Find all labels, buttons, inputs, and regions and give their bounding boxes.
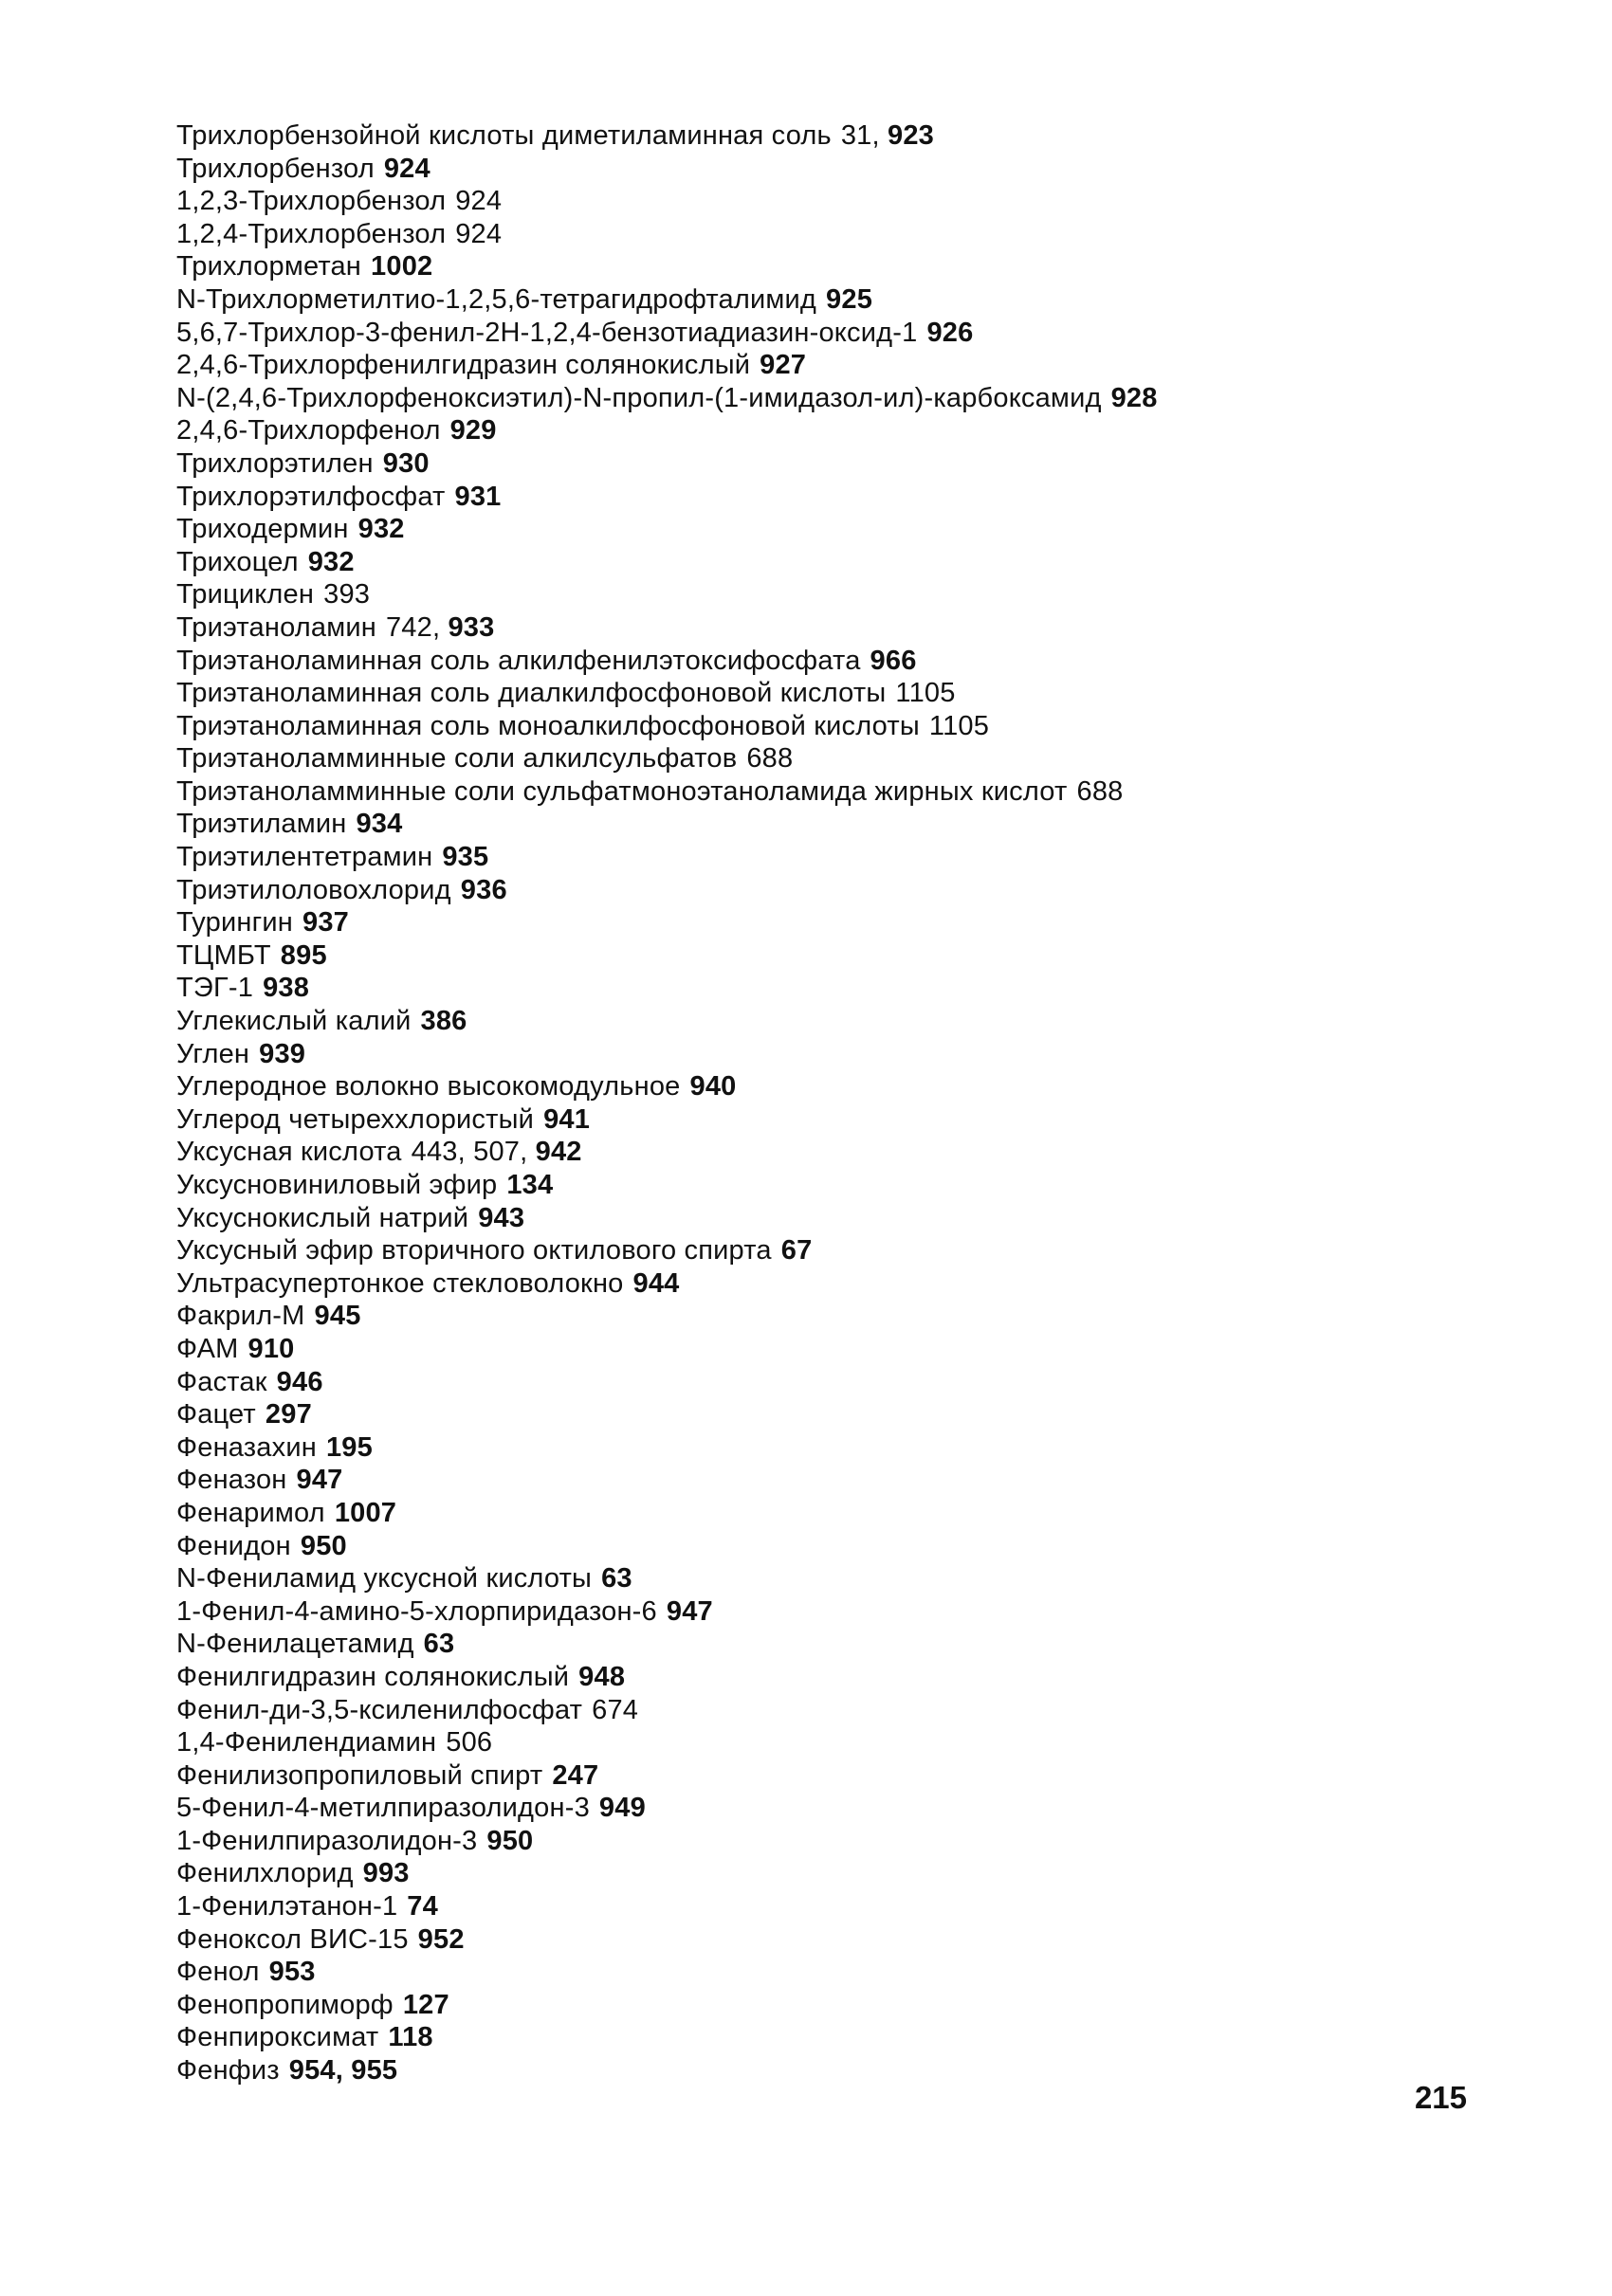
index-entry	[176, 972, 1409, 1005]
page-ref-primary: 924	[383, 153, 430, 184]
page-ref-primary: 941	[543, 1103, 591, 1135]
entry-page-refs	[418, 1924, 465, 1955]
index-entry	[176, 218, 1409, 251]
index-entry	[176, 1300, 1409, 1333]
page-ref-primary: 936	[460, 874, 507, 905]
index-entry	[176, 382, 1409, 415]
entry-page-refs	[781, 1235, 813, 1266]
index-entry	[176, 1661, 1409, 1694]
page-ref-primary: 1002	[371, 251, 433, 282]
entry-page-refs	[302, 907, 349, 938]
entry-term: ТЦМБТ	[176, 939, 271, 971]
entry-term: Триэтаноламинная соль диалкилфосфоновой кислоты	[176, 678, 887, 709]
entry-page-refs	[929, 711, 989, 741]
entry-page-refs	[289, 2055, 398, 2086]
index-entry	[176, 1267, 1409, 1301]
page-ref-primary: 925	[826, 283, 873, 315]
entry-page-refs	[1076, 776, 1123, 807]
index-entry	[176, 1628, 1409, 1661]
page-ref-primary: 933	[448, 611, 495, 643]
index-entry	[176, 1956, 1409, 1989]
entry-term: Феназон	[176, 1465, 287, 1496]
index-entry	[176, 546, 1409, 579]
page-ref-primary: 946	[276, 1366, 323, 1397]
entry-term: Фенил-ди-3,5-ксиленилфосфат	[176, 1694, 583, 1725]
page-ref-primary: 950	[300, 1530, 347, 1561]
entry-term: Трихлорбензойной кислоты диметиламинная соль	[176, 120, 832, 151]
page-ref-primary: 932	[357, 514, 405, 545]
entry-term: Фенидон	[176, 1530, 291, 1561]
index-entry	[176, 185, 1409, 218]
page-ref-primary: 930	[382, 447, 430, 479]
entry-term: N-(2,4,6-Трихлорфеноксиэтил)-N-пропил-(1-имидазол-ил)-карбоксамид	[176, 382, 1102, 413]
entry-term: N-Фенилацетамид	[176, 1629, 414, 1660]
entry-term: Фенилгидразин солянокислый	[176, 1661, 570, 1692]
page-ref-primary: 928	[1110, 382, 1158, 413]
index-entry	[176, 578, 1409, 611]
page-ref-primary: 926	[926, 317, 974, 348]
page-ref: 31,	[840, 120, 888, 151]
entry-term: Триэтаноламинная соль моноалкилфосфоновой кислоты	[176, 710, 920, 741]
entry-page-refs	[578, 1662, 625, 1692]
page-ref-primary: 944	[632, 1267, 680, 1299]
page-ref-primary: 895	[280, 939, 327, 971]
entry-term: 1,4-Фенилендиамин	[176, 1727, 437, 1758]
entry-term: Фацет	[176, 1399, 256, 1430]
entry-term: Фенопропиморф	[176, 1989, 394, 2020]
entry-page-refs	[552, 1760, 598, 1791]
entry-page-refs	[424, 1629, 455, 1659]
entry-term: Фенфиз	[176, 2055, 280, 2086]
entry-term: ТЭГ-1	[176, 973, 254, 1004]
index-entry	[176, 677, 1409, 710]
index-entry	[176, 119, 1409, 153]
entry-term: Трихлорэтилфосфат	[176, 481, 446, 512]
page-ref-primary: 952	[417, 1923, 465, 1955]
entry-term: 2,4,6-Трихлорфенилгидразин солянокислый	[176, 350, 751, 381]
index-entry	[176, 1234, 1409, 1267]
entry-page-refs	[455, 186, 502, 216]
entry-page-refs	[356, 809, 402, 839]
index-entry	[176, 1530, 1409, 1563]
index-entry	[176, 1825, 1409, 1858]
entry-page-refs	[412, 1137, 582, 1167]
page-ref-primary: 942	[535, 1137, 582, 1168]
index-entry	[176, 1759, 1409, 1793]
entry-page-refs	[259, 1039, 305, 1069]
page-ref: 393	[323, 579, 371, 610]
entry-page-refs	[455, 482, 502, 512]
entry-page-refs	[297, 1465, 343, 1495]
page-ref-primary: 949	[598, 1793, 646, 1824]
page-ref-primary: 947	[296, 1465, 343, 1496]
index-entry	[176, 2054, 1409, 2087]
index-entry	[176, 481, 1409, 514]
entry-term: 1,2,3-Трихлорбензол	[176, 186, 447, 217]
entry-page-refs	[633, 1268, 680, 1299]
page-ref-primary: 947	[666, 1595, 713, 1627]
index-entry	[176, 874, 1409, 907]
entry-term: ФАМ	[176, 1333, 239, 1364]
entry-page-refs	[266, 1399, 312, 1430]
entry-page-refs	[486, 1826, 533, 1856]
index-entry	[176, 1333, 1409, 1366]
index-entry	[176, 742, 1409, 775]
entry-term: 1,2,4-Трихлорбензол	[176, 218, 447, 249]
entry-page-refs	[506, 1170, 553, 1200]
entry-term: Фенилхлорид	[176, 1858, 354, 1889]
index-entry	[176, 1169, 1409, 1202]
entry-term: Турингин	[176, 907, 293, 938]
page-ref-primary: 386	[420, 1006, 467, 1037]
page-ref-primary: 934	[356, 809, 403, 840]
page-ref-primary: 63	[423, 1629, 455, 1660]
entry-term: 1-Фенилэтанон-1	[176, 1891, 398, 1922]
entry-term: Уксусновиниловый эфир	[176, 1170, 498, 1200]
page-ref-primary: 943	[478, 1202, 525, 1233]
entry-page-refs	[363, 1858, 410, 1888]
entry-term: Ультрасупертонкое стекловолокно	[176, 1267, 624, 1299]
page-ref-primary: 297	[265, 1399, 312, 1430]
entry-page-refs	[826, 284, 872, 315]
index-entry	[176, 1989, 1409, 2022]
page-ref: 924	[455, 218, 503, 249]
entry-page-refs	[601, 1563, 632, 1594]
entry-page-refs	[421, 1006, 467, 1036]
index-entry	[176, 611, 1409, 645]
index-entry	[176, 841, 1409, 874]
entry-term: Триходермин	[176, 514, 349, 545]
page-ref-primary: 923	[887, 120, 934, 151]
page-ref-primary: 932	[307, 546, 355, 577]
index-entry	[176, 447, 1409, 481]
index-entry	[176, 1431, 1409, 1465]
entry-term: Феноксол ВИС-15	[176, 1923, 409, 1955]
entry-term: 2,4,6-Трихлорфенол	[176, 415, 441, 446]
entry-page-refs	[383, 448, 430, 479]
entry-page-refs	[403, 1990, 449, 2020]
entry-term: Триэтаноламин	[176, 611, 376, 643]
entry-term: Углен	[176, 1038, 250, 1069]
page-ref-primary: 935	[442, 842, 489, 873]
entry-page-refs	[841, 120, 934, 151]
page-ref-primary: 127	[402, 1989, 449, 2020]
entry-term: Триэтиламин	[176, 809, 347, 840]
index-entry	[176, 645, 1409, 678]
entry-page-refs	[926, 318, 973, 348]
entry-page-refs	[323, 579, 370, 610]
entry-page-refs	[386, 612, 495, 643]
entry-term: Триэтаноламминные соли сульфатмоноэтаноламида жирных кислот	[176, 775, 1068, 807]
entry-page-refs	[388, 2022, 432, 2052]
entry-page-refs	[277, 1367, 323, 1397]
entry-page-refs	[592, 1695, 638, 1725]
entry-page-refs	[384, 154, 430, 184]
entry-page-refs	[455, 219, 502, 249]
entry-term: N-Трихлорметилтио-1,2,5,6-тетрагидрофталимид	[176, 283, 817, 315]
entry-page-refs	[308, 547, 355, 577]
entry-page-refs	[667, 1596, 713, 1627]
index-entry	[176, 1398, 1409, 1431]
entry-term: Трихоцел	[176, 546, 299, 577]
entry-page-refs	[446, 1727, 492, 1758]
page-ref: 506	[446, 1727, 493, 1758]
index-entry	[176, 1562, 1409, 1595]
entry-page-refs	[281, 940, 327, 971]
entry-term: Фенол	[176, 1957, 260, 1988]
page-ref-primary: 134	[506, 1170, 554, 1200]
index-entry	[176, 513, 1409, 546]
index-entry	[176, 906, 1409, 939]
page-ref-primary: 195	[325, 1431, 373, 1463]
index-entry	[176, 1890, 1409, 1923]
entry-term: Триэтаноламминные соли алкилсульфатов	[176, 743, 738, 774]
index-entry	[176, 1595, 1409, 1629]
page-ref: 742,	[385, 611, 449, 643]
index-entry	[176, 414, 1409, 447]
index-entry	[176, 1464, 1409, 1497]
index-entry	[176, 1103, 1409, 1137]
entry-term: Трихлорметан	[176, 251, 362, 282]
entry-term: 1-Фенил-4-амино-5-хлорпиридазон-6	[176, 1595, 657, 1627]
index-entry	[176, 1497, 1409, 1530]
entry-page-refs	[442, 842, 488, 872]
page-ref-primary: 931	[454, 481, 502, 512]
entry-term: 5,6,7-Трихлор-3-фенил-2Н-1,2,4-бензотиадиазин-оксид-1	[176, 317, 918, 348]
page-ref-primary: 993	[362, 1858, 410, 1889]
entry-term: Углекислый калий	[176, 1006, 412, 1037]
entry-term: 5-Фенил-4-метилпиразолидон-3	[176, 1793, 590, 1824]
page-ref-primary: 937	[302, 907, 349, 938]
entry-page-refs	[358, 514, 405, 544]
entry-page-refs	[746, 743, 793, 774]
index-entry	[176, 1857, 1409, 1890]
index-entry	[176, 1005, 1409, 1038]
entry-term: Феназахин	[176, 1431, 317, 1463]
index-entry	[176, 349, 1409, 382]
page-ref: 688	[746, 743, 794, 774]
index-entry	[176, 775, 1409, 809]
entry-page-refs	[543, 1104, 590, 1135]
entry-term: Триэтилентетрамин	[176, 842, 433, 873]
page-ref: 443, 507,	[411, 1137, 536, 1168]
entry-term: Уксуснокислый натрий	[176, 1202, 469, 1233]
entry-page-refs	[689, 1071, 736, 1102]
index-entry	[176, 710, 1409, 743]
entry-page-refs	[407, 1891, 438, 1922]
entry-term: Фенаримол	[176, 1497, 325, 1528]
page-ref: 1105	[895, 678, 956, 709]
page-ref-primary: 929	[449, 415, 497, 446]
entry-page-refs	[315, 1301, 361, 1331]
index-entry	[176, 1202, 1409, 1235]
index-entry	[176, 1792, 1409, 1825]
page-ref: 924	[455, 186, 503, 217]
entry-term: Трихлорэтилен	[176, 447, 374, 479]
index-entry	[176, 808, 1409, 841]
page-ref-primary: 118	[388, 2022, 433, 2053]
index-entry	[176, 939, 1409, 973]
page-ref-primary: 247	[552, 1759, 599, 1791]
entry-page-refs	[478, 1203, 524, 1233]
entry-page-refs	[371, 251, 432, 282]
index-entry	[176, 1366, 1409, 1399]
page-ref: 1105	[928, 710, 990, 741]
entry-term: Фенилизопропиловый спирт	[176, 1759, 543, 1791]
entry-page-refs	[1111, 383, 1158, 413]
entry-term: Фастак	[176, 1366, 267, 1397]
entry-term: Факрил-М	[176, 1301, 305, 1332]
entry-page-refs	[269, 1957, 316, 1987]
entry-term: Фенпироксимат	[176, 2022, 379, 2053]
entry-term: Уксусный эфир вторичного октилового спирта	[176, 1235, 772, 1266]
entry-page-refs	[335, 1498, 396, 1528]
entry-page-refs	[450, 415, 497, 446]
index-entry	[176, 250, 1409, 283]
entry-term: N-Фениламид уксусной кислоты	[176, 1563, 593, 1594]
index-list	[176, 119, 1409, 2087]
index-entry	[176, 2021, 1409, 2054]
page-number: 215	[1414, 2080, 1467, 2115]
page-ref-primary: 74	[407, 1891, 438, 1922]
entry-page-refs	[461, 875, 507, 905]
entry-term: Триэтилоловохлорид	[176, 874, 451, 905]
entry-term: Уксусная кислота	[176, 1137, 402, 1168]
index-entry	[176, 153, 1409, 186]
page-ref-primary: 1007	[334, 1497, 397, 1528]
page-ref-primary: 67	[780, 1235, 813, 1266]
entry-page-refs	[248, 1334, 295, 1364]
page-ref-primary: 63	[601, 1563, 632, 1594]
entry-page-refs	[870, 646, 917, 676]
entry-term: Углерод четыреххлористый	[176, 1103, 535, 1135]
entry-term: Трициклен	[176, 579, 315, 610]
index-entry	[176, 283, 1409, 317]
page-ref-primary: 948	[578, 1661, 626, 1692]
entry-page-refs	[301, 1531, 347, 1561]
entry-page-refs	[263, 973, 309, 1003]
index-entry	[176, 1038, 1409, 1071]
entry-page-refs	[326, 1432, 373, 1463]
entry-page-refs	[599, 1793, 646, 1823]
page-ref-primary: 910	[247, 1333, 295, 1364]
index-entry	[176, 1694, 1409, 1727]
page-ref-primary: 954, 955	[288, 2055, 398, 2086]
index-entry	[176, 317, 1409, 350]
page-ref: 688	[1076, 775, 1124, 807]
index-entry	[176, 1136, 1409, 1169]
page-ref-primary: 940	[689, 1071, 737, 1102]
index-entry	[176, 1923, 1409, 1957]
page-ref-primary: 945	[314, 1301, 361, 1332]
page-ref: 674	[592, 1694, 639, 1725]
index-entry	[176, 1070, 1409, 1103]
entry-page-refs	[760, 350, 806, 380]
page-ref-primary: 927	[760, 350, 807, 381]
entry-term: Триэтаноламинная соль алкилфенилэтоксифосфата	[176, 645, 861, 676]
page-ref-primary: 939	[259, 1038, 306, 1069]
page-ref-primary: 966	[870, 645, 917, 676]
entry-page-refs	[895, 678, 955, 708]
entry-term: Углеродное волокно высокомодульное	[176, 1071, 681, 1102]
page-ref-primary: 950	[486, 1825, 534, 1856]
index-entry	[176, 1726, 1409, 1759]
page-ref-primary: 938	[263, 973, 310, 1004]
page-ref-primary: 953	[268, 1957, 316, 1988]
entry-term: 1-Фенилпиразолидон-3	[176, 1825, 478, 1856]
entry-term: Трихлорбензол	[176, 153, 375, 184]
